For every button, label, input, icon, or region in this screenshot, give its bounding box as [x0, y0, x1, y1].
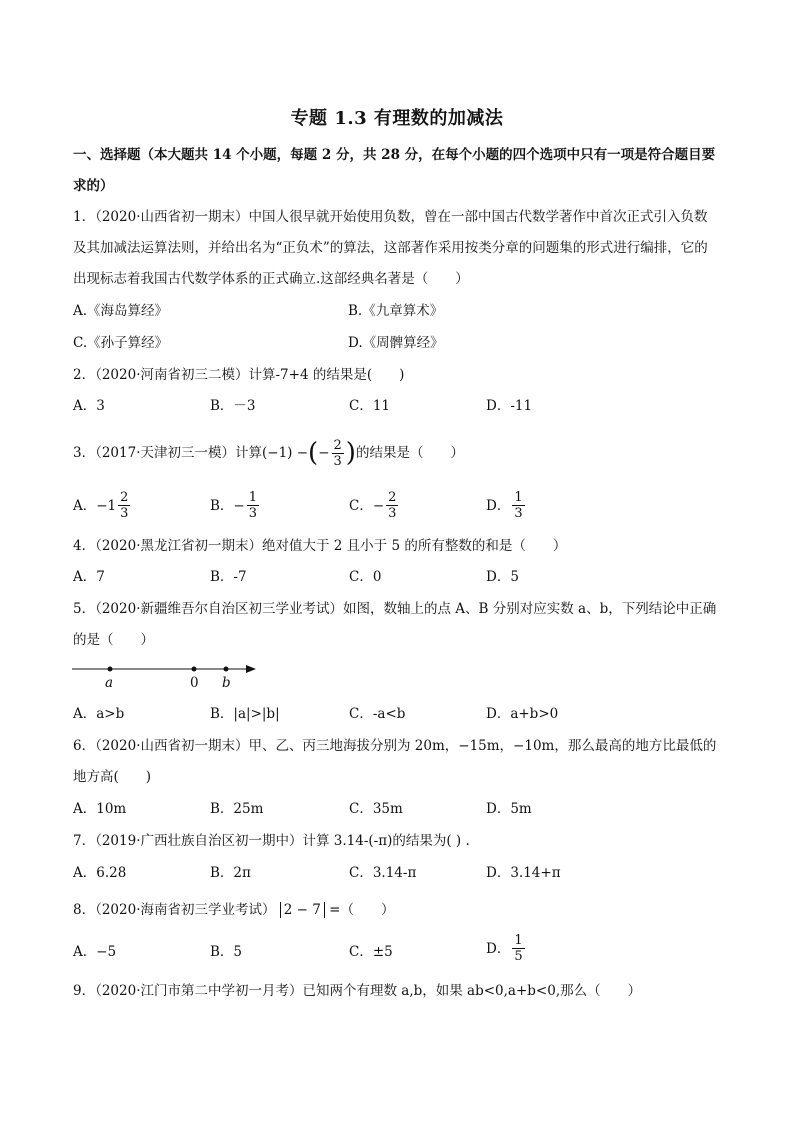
option-fraction	[512, 933, 524, 964]
question-7-option-b: B．2π	[210, 865, 251, 881]
question-3-option-b	[210, 490, 261, 521]
option-label: D．	[486, 940, 511, 957]
question-8-abs-expr: 2 − 7	[280, 902, 325, 918]
question-3-expr-sign: −	[318, 445, 330, 461]
question-7-option-c: C．3.14-π	[349, 865, 417, 881]
option-label: A．	[73, 497, 97, 514]
number-line-label-b: b	[222, 675, 231, 691]
question-5-line-1: 5．（2020·新疆维吾尔自治区初三学业考试）如图，数轴上的点 A、B 分别对应实数 a、b，下列结论中正确	[73, 601, 717, 617]
number-line-label-zero: 0	[190, 675, 199, 691]
option-fraction	[386, 490, 398, 521]
number-line	[70, 660, 270, 696]
question-6-option-b: B．25m	[210, 801, 264, 817]
question-5-option-b: B．|a|>|b|	[210, 706, 280, 722]
question-6-line-2: 地方高( )	[73, 769, 152, 785]
question-3-fraction	[332, 438, 344, 469]
question-3-option-c	[349, 490, 400, 521]
question-8-prefix: 8．（2020·海南省初三学业考试）	[73, 902, 276, 918]
question-4-option-c: C．0	[349, 569, 382, 585]
question-2-option-a: A．3	[73, 398, 105, 414]
question-6-option-a: A．10m	[73, 801, 127, 817]
question-3-option-a	[73, 490, 132, 521]
section-heading-line-2: 求的）	[73, 178, 114, 194]
fraction-numerator: 1	[514, 490, 523, 505]
number-line-label-a: a	[105, 675, 114, 691]
fraction-denominator: 3	[120, 506, 129, 521]
question-2-text: 2．（2020·河南省初三二模）计算-7+4 的结果是( )	[73, 367, 405, 383]
question-2-option-d: D．-11	[486, 398, 533, 414]
option-sign: −	[233, 497, 245, 514]
question-3-expr-left: (−1) −	[262, 445, 309, 461]
fraction-denominator: 3	[248, 506, 258, 521]
option-fraction	[247, 490, 259, 521]
question-5-option-d: D．a+b>0	[486, 706, 559, 722]
option-sign: −	[372, 497, 385, 514]
question-7-text: 7．（2019·广西壮族自治区初一期中）计算 3.14-(-π)的结果为( ) .	[73, 833, 470, 849]
question-2-option-c: C．11	[349, 398, 391, 414]
question-9-text: 9．（2020·江门市第二中学初一月考）已知两个有理数 a,b，如果 ab<0,a+b<0,那么（ ）	[73, 983, 642, 999]
question-4-option-b: B．-7	[210, 569, 247, 585]
fraction-numerator: 2	[388, 490, 397, 505]
question-8-suffix: =（ ）	[329, 902, 395, 918]
question-8-option-d	[486, 933, 527, 964]
close-paren: )	[345, 438, 356, 468]
option-label: B．	[210, 497, 234, 514]
question-4-option-d: D．5	[486, 569, 519, 585]
question-1-option-c: C.《孙子算经》	[73, 335, 169, 351]
option-fraction	[512, 490, 524, 521]
point-b	[224, 667, 229, 672]
fraction-denominator: 3	[514, 506, 523, 521]
question-8-option-a: A．−5	[73, 944, 117, 960]
point-a	[108, 667, 113, 672]
open-paren: (	[308, 438, 319, 468]
question-1-option-b: B.《九章算术》	[348, 303, 444, 319]
fraction-numerator: 2	[120, 490, 129, 505]
question-5-option-c: C．-a<b	[349, 706, 406, 722]
question-7-option-a: A．6.28	[73, 865, 127, 881]
fraction-denominator: 3	[333, 453, 342, 469]
question-3-stem	[73, 436, 464, 470]
question-8-option-c: C．±5	[349, 944, 393, 960]
question-1-option-a: A.《海岛算经》	[73, 303, 169, 319]
question-8-stem	[73, 900, 394, 920]
option-fraction	[118, 490, 130, 521]
fraction-denominator: 3	[388, 506, 397, 521]
fraction-numerator: 2	[333, 437, 342, 453]
question-6-option-d: D．5m	[486, 801, 532, 817]
question-6-line-1: 6．（2020·山西省初一期末）甲、乙、丙三地海拔分别为 20m，−15m，−10m，那么最高的地方比最低的	[73, 738, 717, 754]
option-label: D．	[486, 497, 511, 514]
fraction-numerator: 1	[514, 933, 523, 948]
option-label: C．	[349, 497, 373, 514]
question-4-option-a: A．7	[73, 569, 105, 585]
question-1-line-3: 出现标志着我国古代数学体系的正式确立.这部经典名著是（ ）	[73, 271, 469, 287]
question-1-option-d: D.《周髀算经》	[348, 335, 444, 351]
question-4-text: 4．（2020·黑龙江省初一期末）绝对值大于 2 且小于 5 的所有整数的和是（ ）	[73, 538, 567, 554]
page-title: 专题 1.3 有理数的加减法	[290, 108, 504, 129]
option-whole: −1	[96, 497, 117, 514]
fraction-denominator: 5	[514, 949, 523, 964]
fraction-numerator: 1	[248, 490, 258, 505]
question-6-option-c: C．35m	[349, 801, 403, 817]
point-zero	[192, 667, 197, 672]
question-5-option-a: A．a>b	[73, 706, 125, 722]
question-3-prefix: 3．（2017·天津初三一模）计算	[73, 445, 262, 461]
question-5-line-2: 的是（ ）	[73, 632, 154, 648]
question-3-option-d	[486, 490, 527, 521]
number-line-figure	[70, 660, 270, 696]
section-heading-line-1: 一、选择题（本大题共 14 个小题，每题 2 分，共 28 分，在每个小题的四个选项中只有一项是符合题目要	[73, 147, 716, 163]
question-7-option-d: D．3.14+π	[486, 865, 561, 881]
question-1-line-2: 及其加减法运算法则，并给出名为“正负术”的算法，这部著作采用按类分章的问题集的形式进行编排，它的	[73, 240, 708, 256]
arrow-head-icon	[246, 665, 256, 673]
question-1-line-1: 1．（2020·山西省初一期末）中国人很早就开始使用负数，曾在一部中国古代数学著作中首次正式引入负数	[73, 209, 708, 225]
question-3-suffix: 的结果是（ ）	[355, 445, 464, 461]
question-2-option-b: B．－3	[210, 398, 256, 414]
question-8-option-b: B．5	[210, 944, 243, 960]
